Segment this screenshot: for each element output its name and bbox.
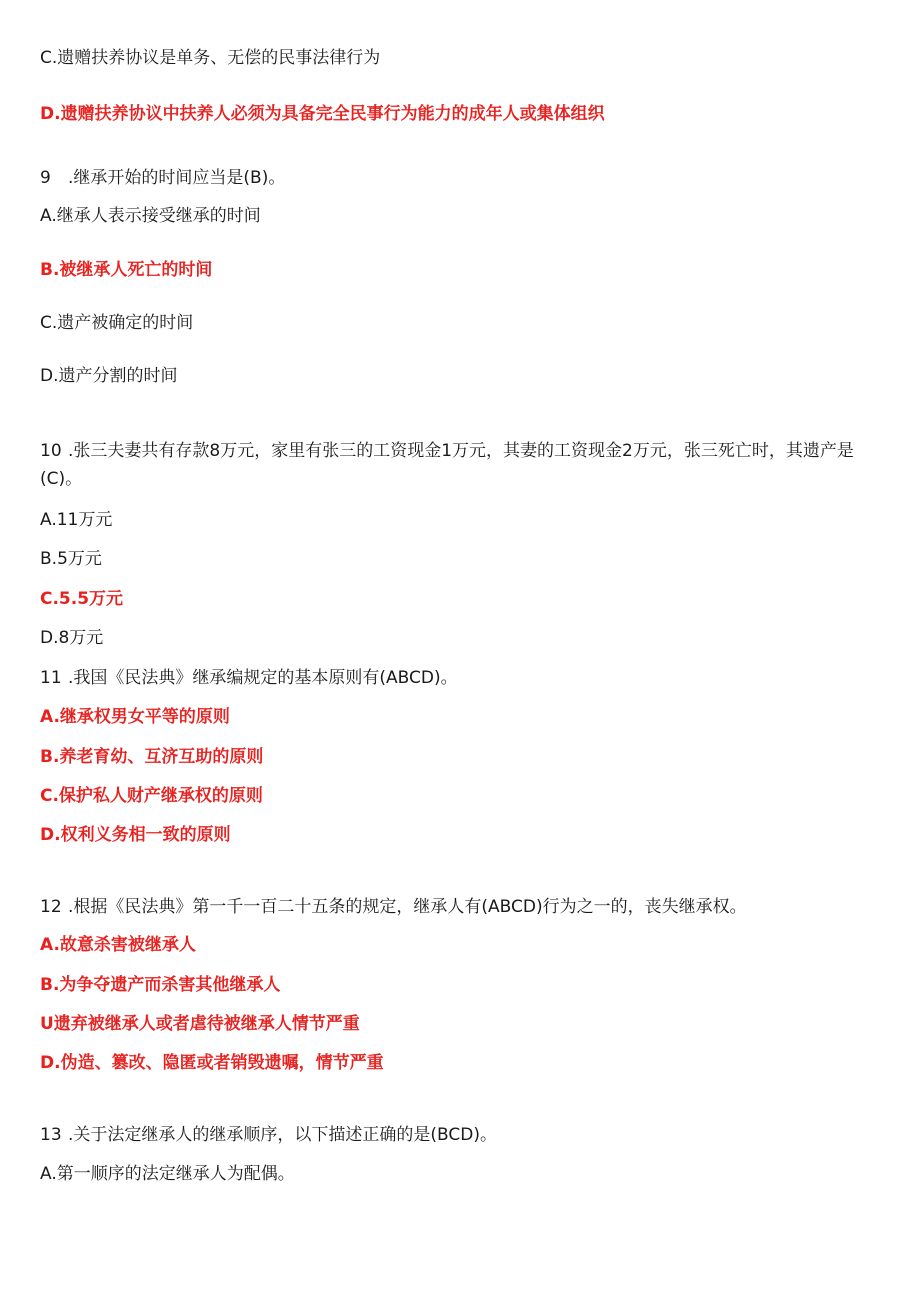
option-d-line: D.8万元 [40, 628, 104, 648]
answer-d-line: D.权利义务相一致的原则 [40, 825, 231, 845]
answer-d-line: D.伪造、篡改、隐匿或者销毁遗嘱，情节严重 [40, 1053, 384, 1073]
answer-a-line: A.故意杀害被继承人 [40, 935, 196, 955]
answer-b-line: B.为争夺遗产而杀害其他继承人 [40, 975, 281, 995]
question-10: 10 .张三夫妻共有存款8万元，家里有张三的工资现金1万元，其妻的工资现金2万元，张三死亡时，其遗产是(C)。 [40, 437, 875, 493]
answer-b-line: B.被继承人死亡的时间 [40, 260, 213, 280]
option-a-line: A.继承人表示接受继承的时间 [40, 206, 261, 226]
question-number: 12 [40, 897, 62, 917]
answer-b-line: B.养老育幼、互济互助的原则 [40, 747, 264, 767]
option-b-line: B.5万元 [40, 549, 102, 569]
question-9: 9 .继承开始的时间应当是(B)。 [40, 165, 285, 191]
question-13: 13 .关于法定继承人的继承顺序，以下描述正确的是(BCD)。 [40, 1122, 497, 1148]
question-11: 11 .我国《民法典》继承编规定的基本原则有(ABCD)。 [40, 665, 458, 691]
question-number: 10 [40, 441, 62, 461]
option-a-line: A.11万元 [40, 510, 113, 530]
answer-c-line: C.保护私人财产继承权的原则 [40, 786, 263, 806]
answer-d-line: D.遗赠扶养协议中扶养人必须为具备完全民事行为能力的成年人或集体组织 [40, 104, 605, 124]
option-c-line: C.遗赠扶养协议是单务、无偿的民事法律行为 [40, 48, 381, 68]
answer-a-line: A.继承权男女平等的原则 [40, 707, 230, 727]
question-number: 11 [40, 668, 62, 688]
option-d-line: D.遗产分割的时间 [40, 366, 178, 386]
option-a-line: A.第一顺序的法定继承人为配偶。 [40, 1164, 295, 1184]
question-12: 12 .根据《民法典》第一千一百二十五条的规定，继承人有(ABCD)行为之一的，丧失继承权。 [40, 894, 747, 920]
answer-c-line: C.5.5万元 [40, 589, 124, 609]
question-number: 9 [40, 168, 51, 188]
answer-c-line: U遗弃被继承人或者虐待被继承人情节严重 [40, 1014, 360, 1034]
question-number: 13 [40, 1125, 62, 1145]
option-c-line: C.遗产被确定的时间 [40, 313, 194, 333]
